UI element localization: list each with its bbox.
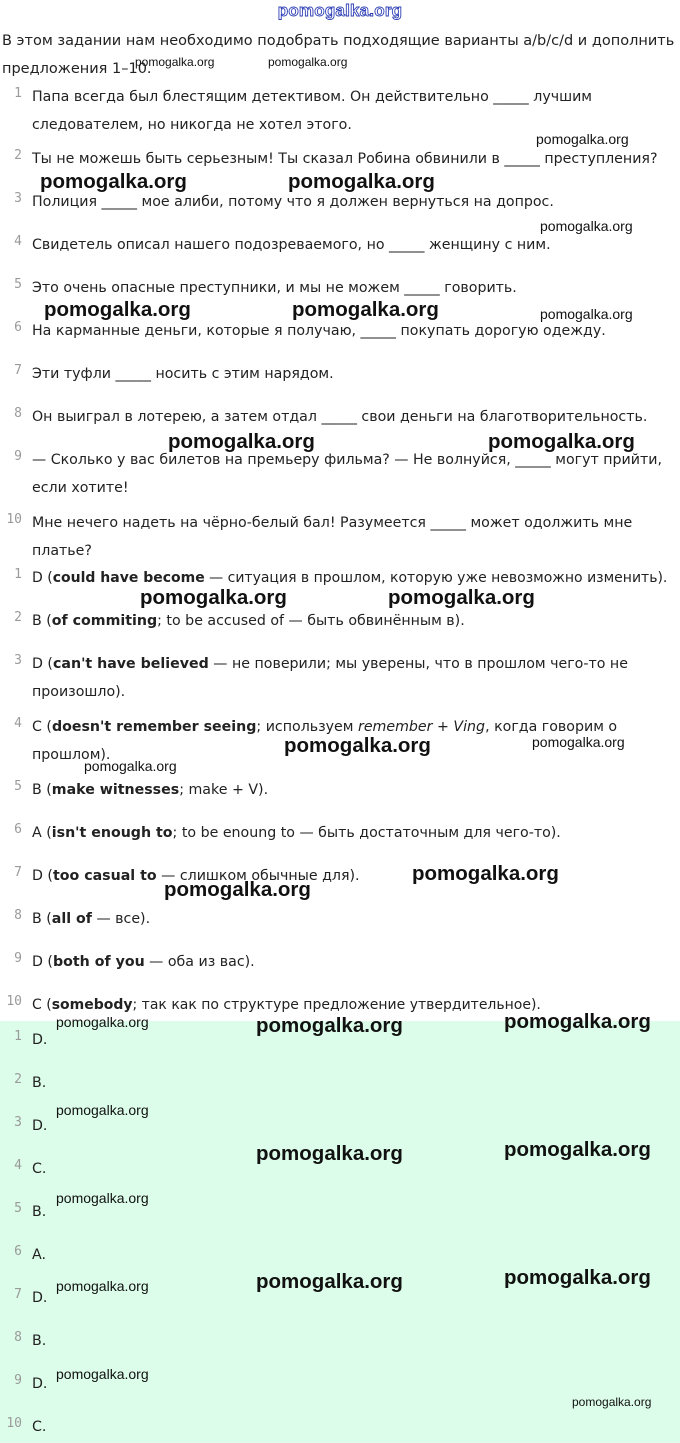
question-text: Эти туфли _____ носить с этим нарядом.	[32, 366, 334, 382]
explanation-text	[32, 948, 672, 976]
answer-value: D.	[32, 1118, 48, 1134]
question-number: 1	[14, 86, 22, 101]
question-text: Ты не можешь быть серьезным! Ты сказал Робина обвинили в _____ преступления?	[32, 151, 658, 167]
watermark: pomogalka.org	[572, 1395, 652, 1409]
watermark: pomogalka.org	[284, 734, 431, 757]
answer-number: 6	[14, 1244, 22, 1259]
watermark: pomogalka.org	[256, 1270, 403, 1293]
explanation-number: 8	[14, 908, 22, 923]
question-number: 5	[14, 277, 22, 292]
answer-number: 2	[14, 1072, 22, 1087]
question-text: — Сколько у вас билетов на премьеру фильма? — Не волнуйся, _____ могут прийти, если хотите!	[32, 452, 662, 496]
answer-letter: D (	[32, 954, 53, 970]
explanation-number: 5	[14, 779, 22, 794]
answer-note: — все).	[91, 911, 151, 927]
answer-phrase: all of	[51, 911, 92, 927]
answer-letter: D (	[32, 570, 53, 586]
answer-value: B.	[32, 1333, 47, 1349]
answer-phrase: can't have believed	[52, 656, 209, 672]
watermark: pomogalka.org	[540, 218, 633, 234]
watermark: pomogalka.org	[40, 170, 187, 193]
question-number: 4	[14, 234, 22, 249]
watermark: pomogalka.org	[540, 306, 633, 322]
answer-value: A.	[32, 1247, 46, 1263]
answer-phrase: isn't enough to	[51, 825, 173, 841]
question-text: Свидетель описал нашего подозреваемого, но _____ женщину с ним.	[32, 237, 551, 253]
explanation-number: 1	[14, 567, 22, 582]
watermark: pomogalka.org	[135, 55, 215, 69]
answer-number: 1	[14, 1029, 22, 1044]
question-text: На карманные деньги, которые я получаю, _____ покупать дорогую одежду.	[32, 323, 606, 339]
explanation-text	[32, 650, 632, 706]
answer-note: — оба из вас).	[144, 954, 255, 970]
question-number: 10	[6, 512, 22, 527]
watermark: pomogalka.org	[168, 430, 315, 453]
watermark: pomogalka.org	[256, 1142, 403, 1165]
question-text: Полиция _____ мое алиби, потому что я должен вернуться на допрос.	[32, 194, 554, 210]
answer-number: 3	[14, 1115, 22, 1130]
watermark: pomogalka.org	[44, 298, 191, 321]
explanation-text	[32, 862, 672, 890]
watermark: pomogalka.org	[84, 758, 177, 774]
explanation-number: 3	[14, 653, 22, 668]
answer-phrase: of commiting	[51, 613, 158, 629]
watermark: pomogalka.org	[388, 586, 535, 609]
question-number: 6	[14, 320, 22, 335]
explanation-text	[32, 564, 677, 592]
watermark: pomogalka.org	[56, 1190, 149, 1206]
answer-value: D.	[32, 1376, 48, 1392]
watermark: pomogalka.org	[504, 1010, 651, 1033]
question-number: 8	[14, 406, 22, 421]
explanation-number: 9	[14, 951, 22, 966]
explanation-number: 2	[14, 610, 22, 625]
answer-number: 7	[14, 1287, 22, 1302]
explanation-number: 4	[14, 716, 22, 731]
watermark: pomogalka.org	[412, 862, 559, 885]
answer-phrase: make witnesses	[51, 782, 180, 798]
explanation-text	[32, 905, 672, 933]
watermark: pomogalka.org	[504, 1266, 651, 1289]
answer-phrase: could have become	[52, 570, 205, 586]
question-text: Это очень опасные преступники, и мы не можем _____ говорить.	[32, 280, 517, 296]
watermark: pomogalka.org	[504, 1138, 651, 1161]
answer-number: 4	[14, 1158, 22, 1173]
watermark: pomogalka.org	[268, 55, 348, 69]
answer-letter: A (	[32, 825, 52, 841]
answer-formula: remember + Ving	[358, 719, 486, 735]
question-text: Он выиграл в лотерею, а затем отдал _____ свои деньги на благотворительность.	[32, 409, 648, 425]
answer-note: ; to be enoung to — быть достаточным для чего-то).	[172, 825, 561, 841]
question-text: Мне нечего надеть на чёрно-белый бал! Разумеется _____ может одолжить мне платье?	[32, 515, 633, 559]
answer-number: 8	[14, 1330, 22, 1345]
question-number: 9	[14, 449, 22, 464]
answer-value: C.	[32, 1161, 47, 1177]
answer-note: — ситуация в прошлом, которую уже невозможно изменить).	[204, 570, 668, 586]
answer-value: C.	[32, 1419, 47, 1435]
answer-note: , когда говорим о прошлом).	[32, 719, 618, 763]
explanation-text	[32, 776, 672, 804]
watermark: pomogalka.org	[56, 1102, 149, 1118]
question-number: 7	[14, 363, 22, 378]
answer-number: 5	[14, 1201, 22, 1216]
answer-phrase: both of you	[52, 954, 145, 970]
watermark: pomogalka.org	[536, 131, 629, 147]
watermark: pomogalka.org	[292, 298, 439, 321]
answer-number: 9	[14, 1373, 22, 1388]
answer-letter: D (	[32, 656, 53, 672]
explanation-number: 7	[14, 865, 22, 880]
question-number: 2	[14, 148, 22, 163]
watermark: pomogalka.org	[140, 586, 287, 609]
question-number: 3	[14, 191, 22, 206]
explanation-text	[32, 819, 672, 847]
watermark: pomogalka.org	[56, 1366, 149, 1382]
answer-phrase: too casual to	[52, 868, 157, 884]
explanation-number: 6	[14, 822, 22, 837]
answer-note: — не поверили; мы уверены, что в прошлом чего-то не произошло).	[32, 656, 628, 700]
watermark: pomogalka.org	[488, 430, 635, 453]
answer-note: ; to be accused of — быть обвинённым в).	[157, 613, 465, 629]
answer-letter: D (	[32, 868, 53, 884]
question-text: Папа всегда был блестящим детективом. Он действительно _____ лучшим следователем, но никогда не хотел этого.	[32, 89, 592, 133]
answer-number: 10	[6, 1416, 22, 1431]
answer-note: ; make + V).	[179, 782, 269, 798]
task-intro: В этом задании нам необходимо подобрать подходящие варианты a/b/c/d и дополнить предложения 1–10.	[2, 33, 675, 77]
answer-note: ; используем	[256, 719, 358, 735]
answer-letter: B (	[32, 911, 52, 927]
watermark: pomogalka.org	[532, 734, 625, 750]
answer-note: — слишком обычные для).	[156, 868, 360, 884]
answer-letter: B (	[32, 613, 52, 629]
explanation-text	[32, 607, 672, 635]
answer-letter: C (	[32, 719, 52, 735]
answer-value: D.	[32, 1290, 48, 1306]
answer-value: D.	[32, 1032, 48, 1048]
answer-value: B.	[32, 1075, 47, 1091]
watermark: pomogalka.org	[56, 1278, 149, 1294]
answer-phrase: somebody	[51, 997, 133, 1013]
answer-phrase: doesn't remember seeing	[51, 719, 257, 735]
answer-letter: C (	[32, 997, 52, 1013]
watermark: pomogalka.org	[288, 170, 435, 193]
watermark: pomogalka.org	[256, 1014, 403, 1037]
watermark: pomogalka.org	[164, 878, 311, 901]
answer-note: ; так как по структуре предложение утвердительное).	[132, 997, 541, 1013]
answer-letter: B (	[32, 782, 52, 798]
answer-value: B.	[32, 1204, 47, 1220]
site-title[interactable]: pomogalka.org	[277, 1, 403, 20]
watermark: pomogalka.org	[56, 1014, 149, 1030]
explanation-number: 10	[6, 994, 22, 1009]
